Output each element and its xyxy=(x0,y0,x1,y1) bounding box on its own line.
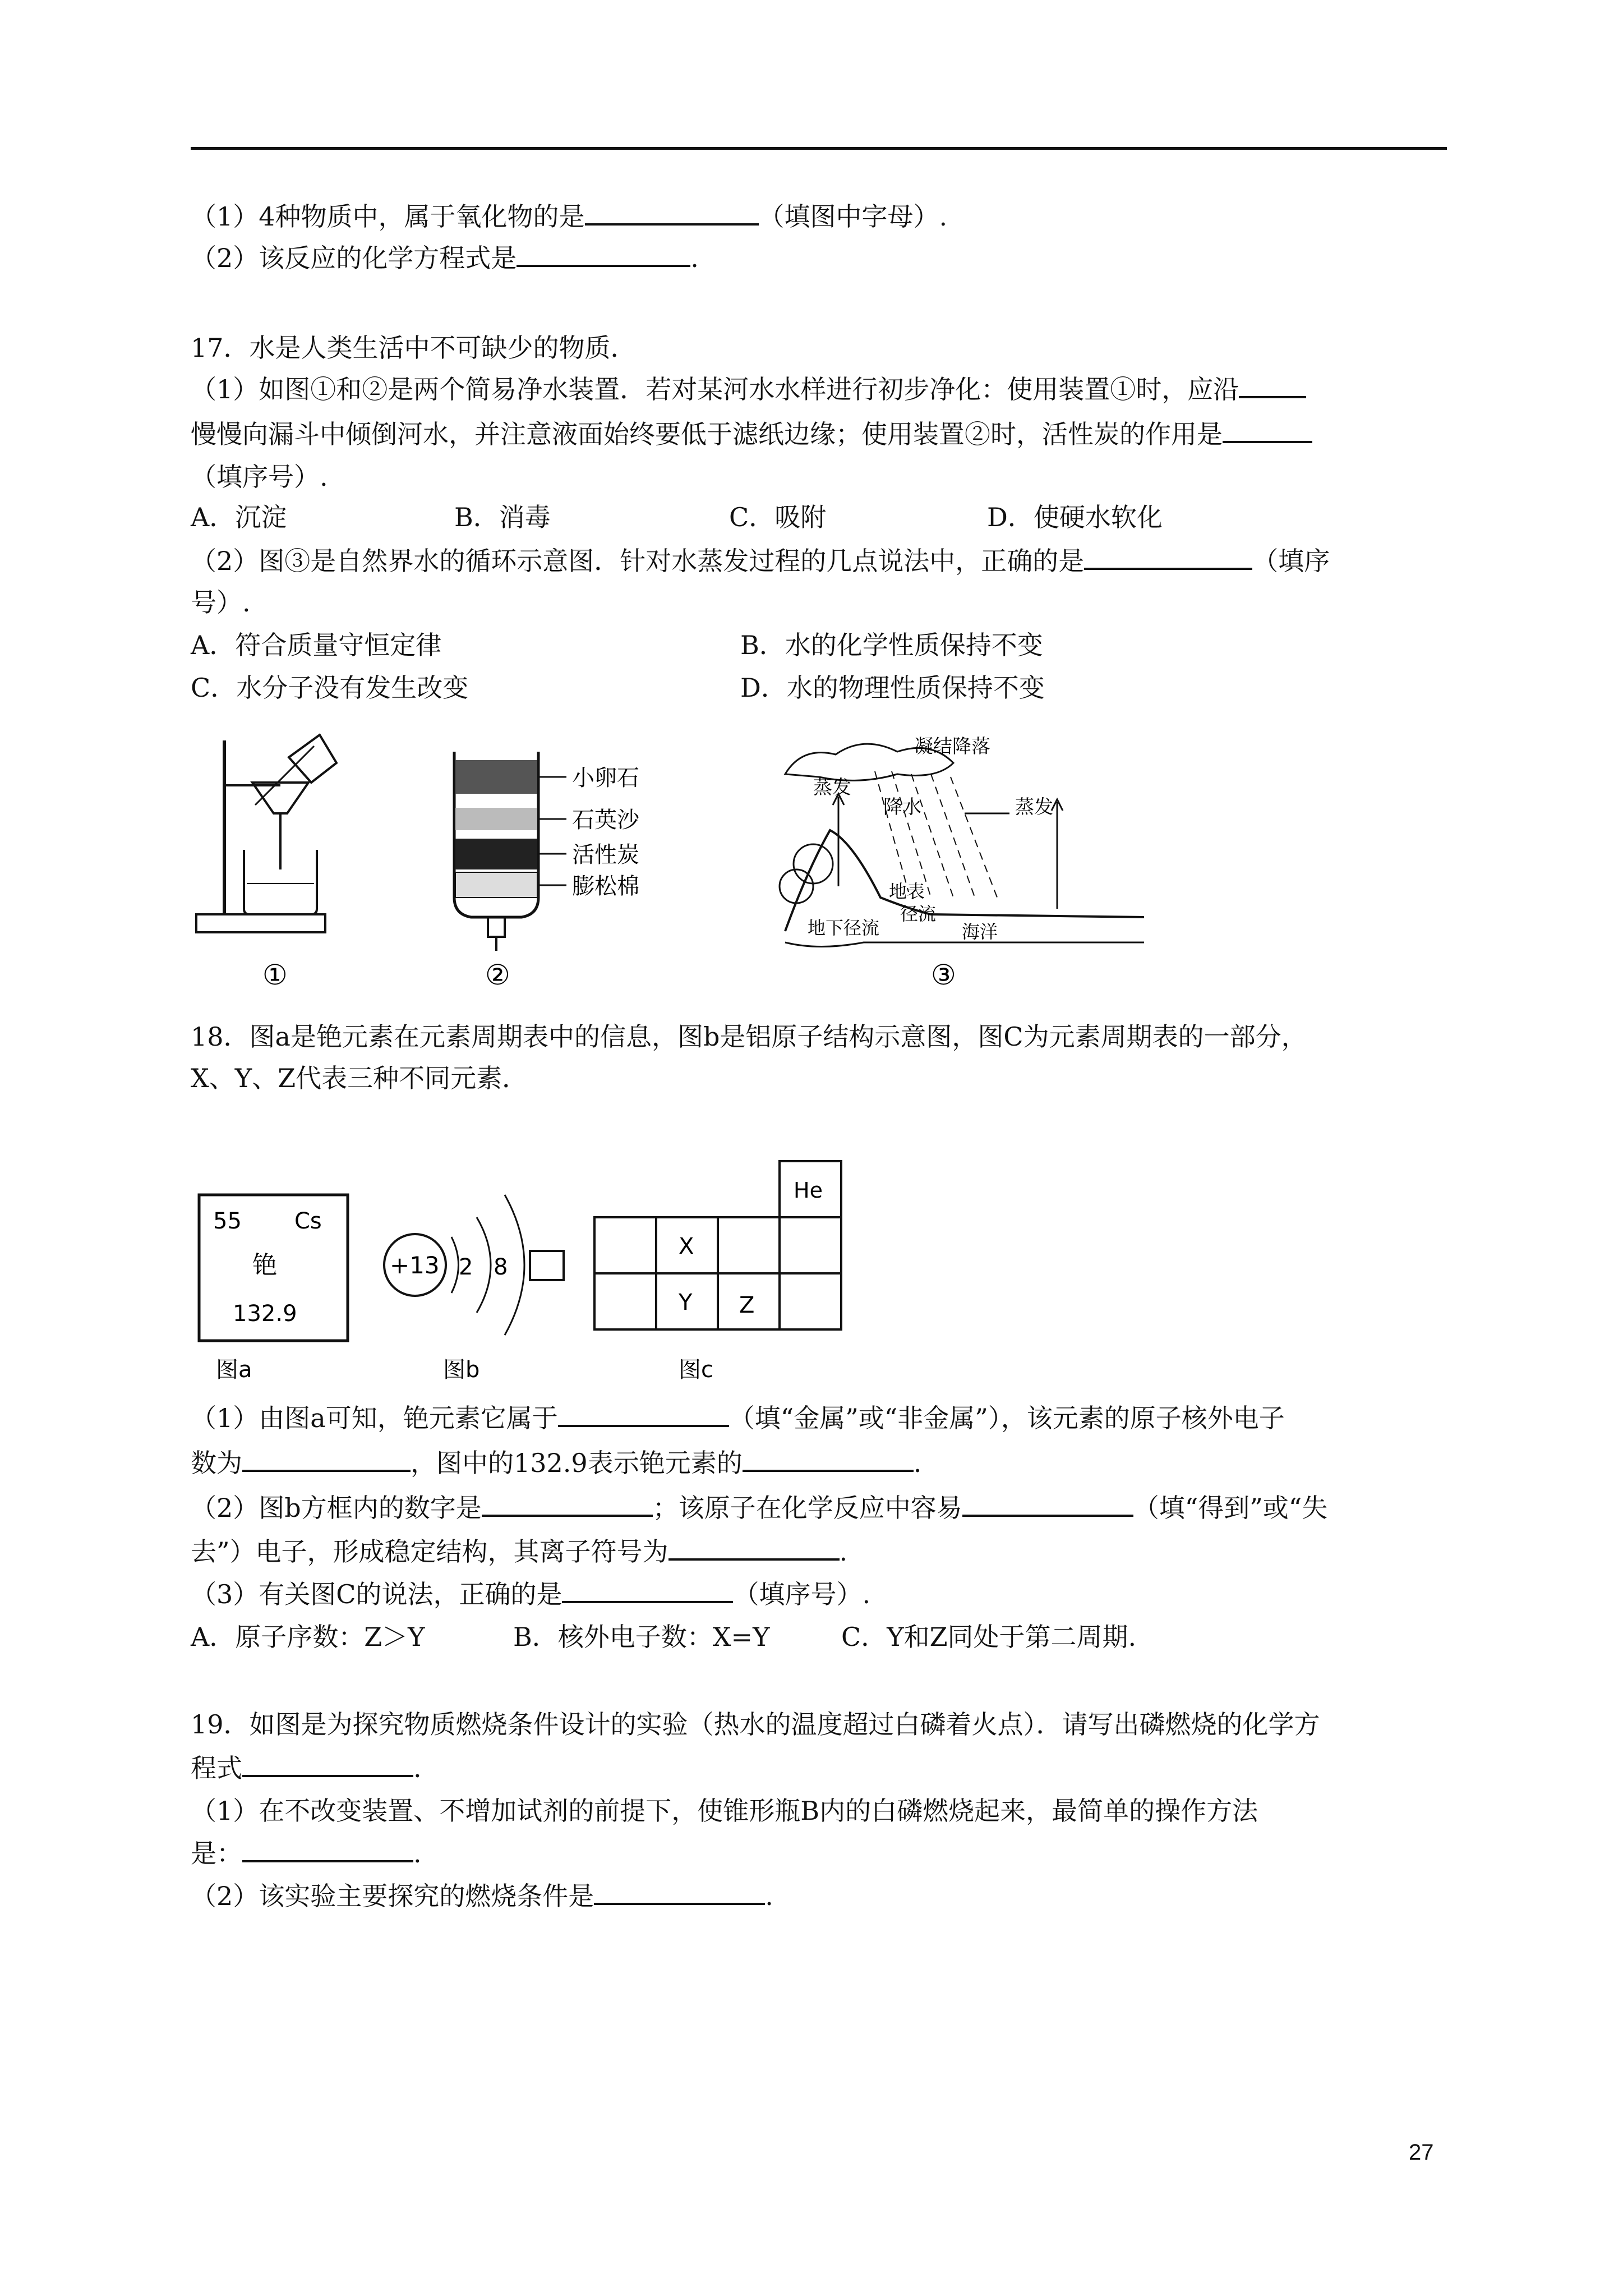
q17-option-b: B．消毒 xyxy=(454,502,551,532)
q18-option-b: B．核外电子数：X=Y xyxy=(513,1622,770,1652)
q17-stem: 17．水是人类生活中不可缺少的物质． xyxy=(191,333,637,363)
figure-2-label: ② xyxy=(485,959,510,991)
label-surface: 地表 xyxy=(889,881,925,902)
shell-1-electrons: 2 xyxy=(459,1254,473,1280)
figure-a-caption: 图a xyxy=(216,1357,252,1383)
periodic-table-fragment xyxy=(594,1161,841,1383)
figure-3-label: ③ xyxy=(931,959,956,991)
q18-part3: （3）有关图C的说法，正确的是 （填序号）. xyxy=(191,1579,871,1609)
nucleus-charge: +13 xyxy=(390,1251,440,1279)
aluminum-atom-structure xyxy=(384,1195,564,1383)
answer-blank[interactable] xyxy=(1084,545,1252,570)
answer-blank[interactable] xyxy=(517,242,690,267)
answer-blank[interactable] xyxy=(743,1447,914,1472)
figure-b-caption: 图b xyxy=(443,1357,480,1383)
q18-option-a: A．原子序数：Z＞Y xyxy=(191,1622,425,1652)
label-precipitation: 降水 xyxy=(883,796,921,818)
layer-activated-carbon: 活性炭 xyxy=(572,842,639,868)
q17-option-a: A．沉淀 xyxy=(191,502,287,532)
unknown-box xyxy=(530,1251,564,1280)
q17-figures xyxy=(191,729,1312,1010)
filtration-apparatus xyxy=(196,735,336,991)
label-evaporation-land: 蒸发 xyxy=(813,776,851,799)
cell-x: X xyxy=(679,1234,694,1259)
answer-blank[interactable] xyxy=(1239,374,1306,398)
q18-option-c: C．Y和Z同处于第二周期. xyxy=(841,1622,1137,1652)
cesium-element-card xyxy=(199,1195,348,1383)
element-name: 铯 xyxy=(252,1251,277,1280)
answer-blank[interactable] xyxy=(242,1838,413,1862)
cell-he: He xyxy=(794,1178,823,1203)
answer-blank[interactable] xyxy=(668,1536,840,1561)
q19-part1-line2: 是： . xyxy=(191,1838,422,1869)
q17-part2-line1: （2）图③是自然界水的循环示意图．针对水蒸发过程的几点说法中，正确的是 （填序 xyxy=(191,546,1330,576)
layer-quartz-sand: 石英沙 xyxy=(572,807,639,833)
element-symbol: Cs xyxy=(294,1208,322,1234)
q18-part1-line1: （1）由图a可知，铯元素它属于 （填“金属”或“非金属”），该元素的原子核外电子 xyxy=(191,1403,1285,1433)
answer-blank[interactable] xyxy=(962,1492,1133,1517)
page-number: 27 xyxy=(1409,2140,1434,2165)
q17-option-c: C．吸附 xyxy=(729,502,827,532)
answer-blank[interactable] xyxy=(558,1402,729,1427)
q17-option2-d: D．水的物理性质保持不变 xyxy=(740,673,1045,703)
q18-part1-line2: 数为 ，图中的132.9表示铯元素的 . xyxy=(191,1448,922,1478)
q18-figures xyxy=(191,1156,920,1391)
answer-blank[interactable] xyxy=(242,1752,413,1777)
label-evaporation-sea: 蒸发 xyxy=(1015,796,1053,818)
q19-stem-line2: 程式 . xyxy=(191,1753,422,1783)
label-groundwater: 地下径流 xyxy=(808,917,880,938)
water-cycle-diagram xyxy=(780,735,1144,991)
q19-part2: （2）该实验主要探究的燃烧条件是 . xyxy=(191,1881,773,1911)
q17-part1-line2: 慢慢向漏斗中倾倒河水，并注意液面始终要低于滤纸边缘；使用装置②时，活性炭的作用是 xyxy=(191,417,1312,451)
figure-1-label: ① xyxy=(262,959,288,991)
q16-part2: （2）该反应的化学方程式是 . xyxy=(191,243,699,273)
q17-option-d: D．使硬水软化 xyxy=(987,502,1163,532)
q16-part1: （1）4种物质中，属于氧化物的是 （填图中字母）. xyxy=(191,201,948,232)
answer-blank[interactable] xyxy=(594,1880,765,1905)
answer-blank[interactable] xyxy=(242,1447,411,1472)
answer-blank[interactable] xyxy=(562,1579,733,1603)
q19-stem-line1: 19．如图是为探究物质燃烧条件设计的实验（热水的温度超过白磷着火点）．请写出磷燃烧的化学方 xyxy=(191,1709,1320,1740)
q17-option2-a: A．符合质量守恒定律 xyxy=(191,630,442,660)
q17-option2-c: C．水分子没有发生改变 xyxy=(191,673,469,703)
q17-part2-line2: 号）. xyxy=(191,587,251,618)
q19-part1-line1: （1）在不改变装置、不增加试剂的前提下，使锥形瓶B内的白磷燃烧起来，最简单的操作方法 xyxy=(191,1796,1258,1826)
answer-blank[interactable] xyxy=(482,1492,653,1517)
q18-part2-line1: （2）图b方框内的数字是 ；该原子在化学反应中容易 （填“得到”或“失 xyxy=(191,1493,1328,1523)
shell-2-electrons: 8 xyxy=(494,1254,508,1280)
q18-stem-line1: 18．图a是铯元素在元素周期表中的信息，图b是铝原子结构示意图，图C为元素周期表的一部分， xyxy=(191,1022,1307,1052)
header-rule xyxy=(191,147,1447,150)
cell-y: Y xyxy=(679,1290,693,1315)
atomic-number: 55 xyxy=(213,1208,242,1234)
layer-pebbles: 小卵石 xyxy=(572,765,639,791)
figure-c-caption: 图c xyxy=(679,1357,713,1383)
water-purifier xyxy=(454,752,640,991)
label-ocean: 海洋 xyxy=(962,921,998,942)
answer-blank[interactable] xyxy=(585,201,759,226)
label-condensation: 凝结降落 xyxy=(914,735,990,758)
q17-option2-b: B．水的化学性质保持不变 xyxy=(740,630,1043,660)
q18-part2-line2: 去”）电子，形成稳定结构，其离子符号为 . xyxy=(191,1536,848,1567)
label-runoff: 径流 xyxy=(900,903,937,924)
cell-z: Z xyxy=(739,1292,755,1318)
layer-cotton: 膨松棉 xyxy=(572,873,639,899)
q17-part1-line1: （1）如图①和②是两个简易净水装置．若对某河水水样进行初步净化：使用装置①时，应沿 xyxy=(191,372,1306,406)
q17-part1-line3: （填序号）. xyxy=(191,462,328,492)
answer-blank[interactable] xyxy=(1223,418,1312,443)
atomic-mass: 132.9 xyxy=(233,1301,297,1327)
q18-stem-line2: X、Y、Z代表三种不同元素． xyxy=(191,1063,528,1093)
